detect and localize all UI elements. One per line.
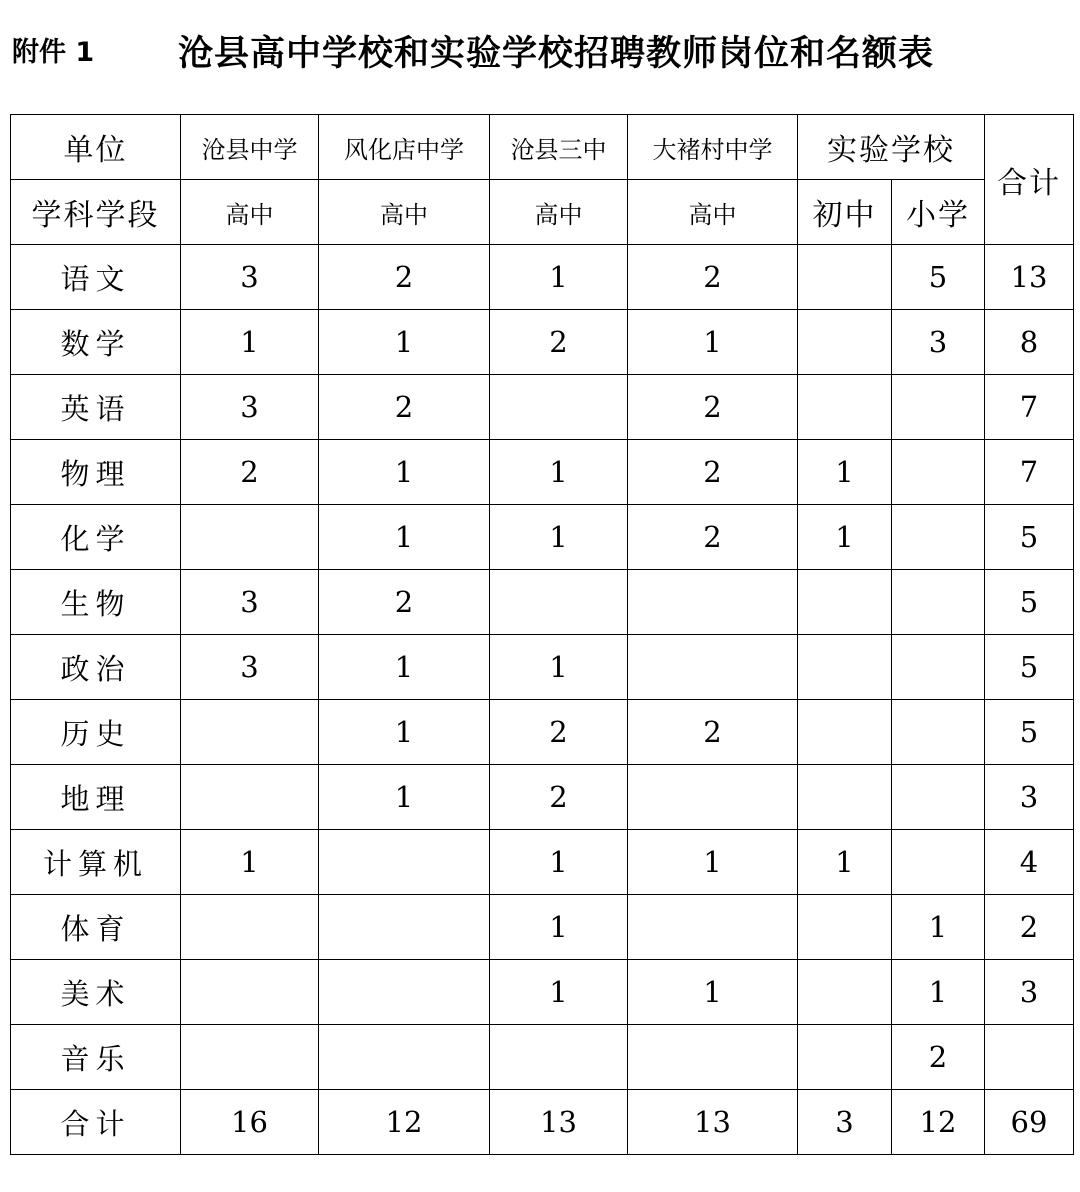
subject-cell: 化学 xyxy=(11,505,181,570)
subject-cell: 合计 xyxy=(11,1090,181,1155)
count-cell xyxy=(628,1025,798,1090)
count-cell xyxy=(181,700,319,765)
unit-header: 风化店中学 xyxy=(319,115,490,180)
count-cell: 3 xyxy=(892,310,985,375)
subject-cell: 数学 xyxy=(11,310,181,375)
header-row-units xyxy=(11,115,1074,180)
table-row xyxy=(11,245,1074,310)
count-cell: 1 xyxy=(798,440,892,505)
count-cell: 1 xyxy=(490,505,628,570)
table-row xyxy=(11,830,1074,895)
unit-header: 大褚村中学 xyxy=(628,115,798,180)
count-cell xyxy=(892,830,985,895)
count-cell xyxy=(892,765,985,830)
table-row xyxy=(11,440,1074,505)
count-cell: 1 xyxy=(181,310,319,375)
count-cell xyxy=(892,375,985,440)
count-cell xyxy=(490,570,628,635)
page-title: 沧县高中学校和实验学校招聘教师岗位和名额表 xyxy=(178,34,935,74)
level-header: 小学 xyxy=(892,180,985,245)
count-cell: 8 xyxy=(985,310,1074,375)
count-cell: 7 xyxy=(985,375,1074,440)
subject-cell: 政治 xyxy=(11,635,181,700)
count-cell: 1 xyxy=(490,960,628,1025)
subject-cell: 地理 xyxy=(11,765,181,830)
subject-cell: 语文 xyxy=(11,245,181,310)
attachment-label: 附件 1 xyxy=(12,37,95,68)
count-cell: 2 xyxy=(181,440,319,505)
count-cell: 1 xyxy=(628,830,798,895)
count-cell: 2 xyxy=(628,505,798,570)
table-row xyxy=(11,310,1074,375)
count-cell xyxy=(798,375,892,440)
count-cell xyxy=(798,700,892,765)
count-cell xyxy=(319,960,490,1025)
table-row xyxy=(11,635,1074,700)
table-body xyxy=(11,115,1074,1155)
count-cell xyxy=(892,570,985,635)
count-cell: 2 xyxy=(628,440,798,505)
count-cell: 1 xyxy=(892,895,985,960)
count-cell: 1 xyxy=(490,830,628,895)
table-row xyxy=(11,765,1074,830)
count-cell: 1 xyxy=(319,700,490,765)
level-header: 初中 xyxy=(798,180,892,245)
count-cell xyxy=(628,895,798,960)
subject-cell: 计算机 xyxy=(11,830,181,895)
subject-cell: 英语 xyxy=(11,375,181,440)
count-cell: 7 xyxy=(985,440,1074,505)
count-cell xyxy=(628,765,798,830)
table-row xyxy=(11,570,1074,635)
count-cell xyxy=(181,1025,319,1090)
count-cell: 16 xyxy=(181,1090,319,1155)
count-cell: 13 xyxy=(985,245,1074,310)
count-cell: 2 xyxy=(892,1025,985,1090)
count-cell: 3 xyxy=(798,1090,892,1155)
unit-header: 沧县三中 xyxy=(490,115,628,180)
count-cell: 1 xyxy=(319,310,490,375)
count-cell: 1 xyxy=(892,960,985,1025)
subject-cell: 历史 xyxy=(11,700,181,765)
count-cell: 2 xyxy=(490,310,628,375)
lab-school-header: 实验学校 xyxy=(798,115,985,180)
count-cell: 1 xyxy=(490,635,628,700)
count-cell xyxy=(798,895,892,960)
count-cell xyxy=(798,310,892,375)
count-cell xyxy=(892,700,985,765)
count-cell: 13 xyxy=(490,1090,628,1155)
count-cell: 1 xyxy=(490,245,628,310)
count-cell: 2 xyxy=(490,765,628,830)
count-cell: 13 xyxy=(628,1090,798,1155)
count-cell: 1 xyxy=(798,830,892,895)
count-cell xyxy=(798,765,892,830)
count-cell: 2 xyxy=(490,700,628,765)
count-cell: 5 xyxy=(985,570,1074,635)
count-cell: 3 xyxy=(985,765,1074,830)
count-cell xyxy=(181,505,319,570)
count-cell xyxy=(628,570,798,635)
count-cell xyxy=(490,375,628,440)
total-header: 合计 xyxy=(985,115,1074,245)
count-cell xyxy=(319,895,490,960)
count-cell: 5 xyxy=(985,635,1074,700)
count-cell xyxy=(892,505,985,570)
recruitment-table xyxy=(10,114,1074,1155)
table-row xyxy=(11,895,1074,960)
count-cell xyxy=(798,1025,892,1090)
subject-cell: 生物 xyxy=(11,570,181,635)
count-cell: 2 xyxy=(628,245,798,310)
count-cell: 5 xyxy=(985,505,1074,570)
header-row-levels xyxy=(11,180,1074,245)
count-cell: 1 xyxy=(628,310,798,375)
count-cell xyxy=(798,960,892,1025)
count-cell: 1 xyxy=(319,635,490,700)
count-cell: 1 xyxy=(798,505,892,570)
count-cell: 2 xyxy=(319,570,490,635)
count-cell xyxy=(798,245,892,310)
subject-cell: 物理 xyxy=(11,440,181,505)
count-cell: 4 xyxy=(985,830,1074,895)
level-header: 高中 xyxy=(181,180,319,245)
count-cell xyxy=(490,1025,628,1090)
count-cell: 1 xyxy=(319,765,490,830)
table-row xyxy=(11,375,1074,440)
count-cell xyxy=(181,765,319,830)
count-cell: 3 xyxy=(985,960,1074,1025)
count-cell: 5 xyxy=(985,700,1074,765)
corner-subject-label: 学科学段 xyxy=(11,180,181,245)
count-cell: 3 xyxy=(181,245,319,310)
level-header: 高中 xyxy=(319,180,490,245)
count-cell: 1 xyxy=(490,440,628,505)
count-cell: 1 xyxy=(181,830,319,895)
subject-cell: 体育 xyxy=(11,895,181,960)
table-row xyxy=(11,1025,1074,1090)
table-row xyxy=(11,700,1074,765)
count-cell: 3 xyxy=(181,375,319,440)
count-cell: 2 xyxy=(628,375,798,440)
count-cell xyxy=(181,960,319,1025)
count-cell xyxy=(985,1025,1074,1090)
count-cell: 12 xyxy=(892,1090,985,1155)
corner-unit-label: 单位 xyxy=(11,115,181,180)
count-cell: 2 xyxy=(319,245,490,310)
count-cell xyxy=(798,635,892,700)
subject-cell: 美术 xyxy=(11,960,181,1025)
count-cell: 69 xyxy=(985,1090,1074,1155)
count-cell: 3 xyxy=(181,635,319,700)
count-cell xyxy=(319,1025,490,1090)
subject-cell: 音乐 xyxy=(11,1025,181,1090)
count-cell: 1 xyxy=(490,895,628,960)
level-header: 高中 xyxy=(628,180,798,245)
count-cell: 5 xyxy=(892,245,985,310)
count-cell: 2 xyxy=(319,375,490,440)
count-cell xyxy=(892,440,985,505)
count-cell xyxy=(798,570,892,635)
count-cell: 2 xyxy=(628,700,798,765)
count-cell: 2 xyxy=(985,895,1074,960)
count-cell xyxy=(319,830,490,895)
count-cell: 1 xyxy=(319,505,490,570)
count-cell: 1 xyxy=(319,440,490,505)
table-row xyxy=(11,505,1074,570)
table-row xyxy=(11,1090,1074,1155)
count-cell xyxy=(892,635,985,700)
count-cell xyxy=(181,895,319,960)
count-cell: 3 xyxy=(181,570,319,635)
count-cell: 12 xyxy=(319,1090,490,1155)
count-cell: 1 xyxy=(628,960,798,1025)
table-row xyxy=(11,960,1074,1025)
count-cell xyxy=(628,635,798,700)
level-header: 高中 xyxy=(490,180,628,245)
unit-header: 沧县中学 xyxy=(181,115,319,180)
